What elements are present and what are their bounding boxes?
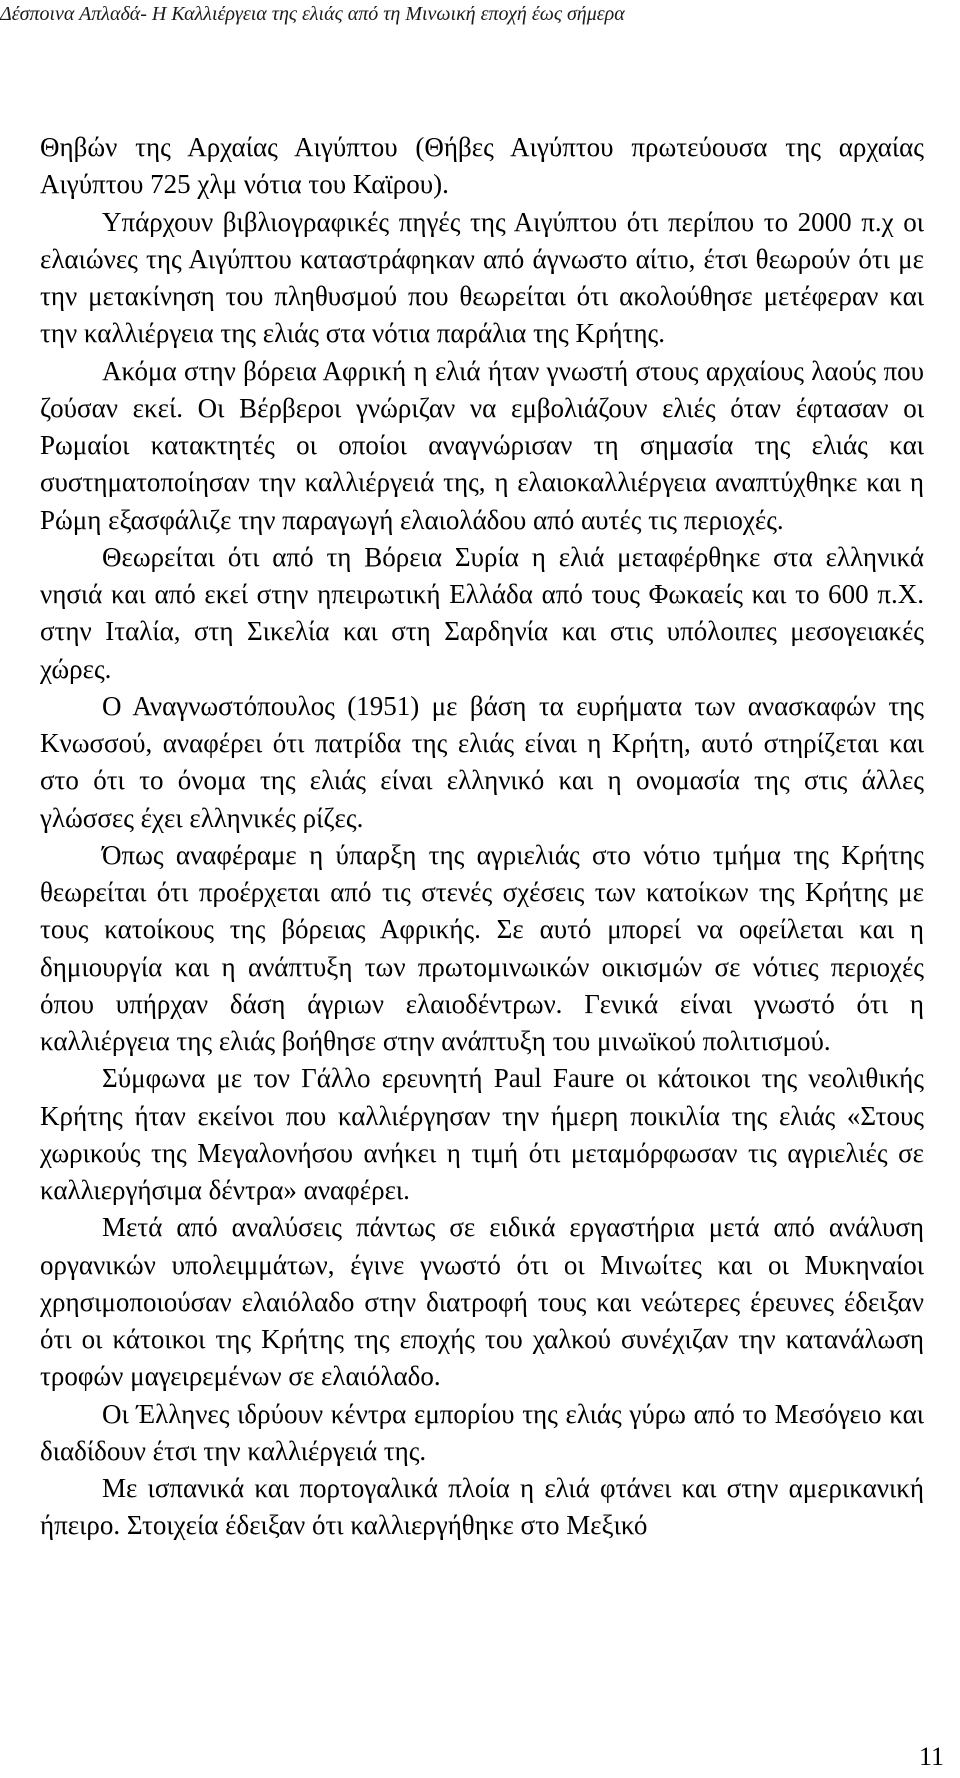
paragraph: Οι Έλληνες ιδρύουν κέντρα εμπορίου της ελιάς γύρω από το Μεσόγειο και διαδίδουν έτσι την καλλιέργειά της. (40, 1398, 924, 1466)
paragraph: Μετά από αναλύσεις πάντως σε ειδικά εργαστήρια μετά από ανάλυση οργανικών υπολειμμάτων, έγινε γνωστό ότι οι Μινωίτες και οι Μυκηναίοι χρησιμοποιούσαν ελαιόλαδο στην διατροφή τους και νεώτερες έρευνες έδειξαν ότι οι κάτοικοι της Κρήτης της εποχής του χαλκού συνέχιζαν την κατανάλωση τροφών μαγειρεμένων σε ελαιόλαδο. (40, 1212, 924, 1392)
paragraph: Με ισπανικά και πορτογαλικά πλοία η ελιά φτάνει και στην αμερικανική ήπειρο. Στοιχεία έδειξαν ότι καλλιεργήθηκε στο Μεξικό (40, 1473, 924, 1541)
paragraph: Ο Αναγνωστόπουλος (1951) με βάση τα ευρήματα των ανασκαφών της Κνωσσού, αναφέρει ότι πατρίδα της ελιάς είναι η Κρήτη, αυτό στηρίζεται και στο ότι το όνομα της ελιάς είναι ελληνικό και η ονομασία της στις άλλες γλώσσες έχει ελληνικές ρίζες. (40, 690, 924, 833)
paragraph-continuation: Θηβών της Αρχαίας Αιγύπτου (Θήβες Αιγύπτου πρωτεύουσα της αρχαίας Αιγύπτου 725 χλμ νότια του Καϊρου). (40, 132, 924, 200)
paragraph: Θεωρείται ότι από τη Βόρεια Συρία η ελιά μεταφέρθηκε στα ελληνικά νησιά και από εκεί στην ηπειρωτική Ελλάδα από τους Φωκαείς και το 600 π.Χ. στην Ιταλία, στη Σικελία και στη Σαρδηνία και στις υπόλοιπες μεσογειακές χώρες. (40, 541, 924, 684)
paragraph: Όπως αναφέραμε η ύπαρξη της αγριελιάς στο νότιο τμήμα της Κρήτης θεωρείται ότι προέρχεται από τις στενές σχέσεις των κατοίκων της Κρήτης με τους κατοίκους της βόρειας Αφρικής. Σε αυτό μπορεί να οφείλεται και η δημιουργία και η ανάπτυξη των πρωτομινωικών οικισμών σε νότιες περιοχές όπου υπήρχαν δάση άγριων ελαιοδέντρων. Γενικά είναι γνωστό ότι η καλλιέργεια της ελιάς βοήθησε στην ανάπτυξη του μινωϊκού πολιτισμού. (40, 839, 924, 1056)
paragraph: Υπάρχουν βιβλιογραφικές πηγές της Αιγύπτου ότι περίπου το 2000 π.χ οι ελαιώνες της Αιγύπτου καταστράφηκαν από άγνωστο αίτιο, έτσι θεωρούν ότι με την μετακίνηση του πληθυσμού που θεωρείται ότι ακολούθησε μετέφεραν και την καλλιέργεια της ελιάς στα νότια παράλια της Κρήτης. (40, 206, 924, 349)
paragraph: Ακόμα στην βόρεια Αφρική η ελιά ήταν γνωστή στους αρχαίους λαούς που ζούσαν εκεί. Οι Βέρβεροι γνώριζαν να εμβολιάζουν ελιές όταν έφτασαν οι Ρωμαίοι κατακτητές οι οποίοι αναγνώρισαν τη σημασία της ελιάς και συστηματοποίησαν την καλλιέργειά της, η ελαιοκαλλιέργεια αναπτύχθηκε και η Ρώμη εξασφάλιζε την παραγωγή ελαιολάδου από αυτές τις περιοχές. (40, 355, 924, 535)
page-number: 11 (918, 1742, 944, 1771)
document-body (40, 129, 924, 1545)
running-header: Δέσποινα Απλαδά- Η Καλλιέργεια της ελιάς από τη Μινωική εποχή έως σήμερα (0, 3, 625, 25)
paragraph: Σύμφωνα με τον Γάλλο ερευνητή Paul Faure οι κάτοικοι της νεολιθικής Κρήτης ήταν εκείνοι που καλλιέργησαν την ήμερη ποικιλία της ελιάς «Στους χωρικούς της Μεγαλονήσου ανήκει η τιμή ότι μεταμόρφωσαν τις αγριελιές σε καλλιεργήσιμα δέντρα» αναφέρει. (40, 1063, 924, 1205)
